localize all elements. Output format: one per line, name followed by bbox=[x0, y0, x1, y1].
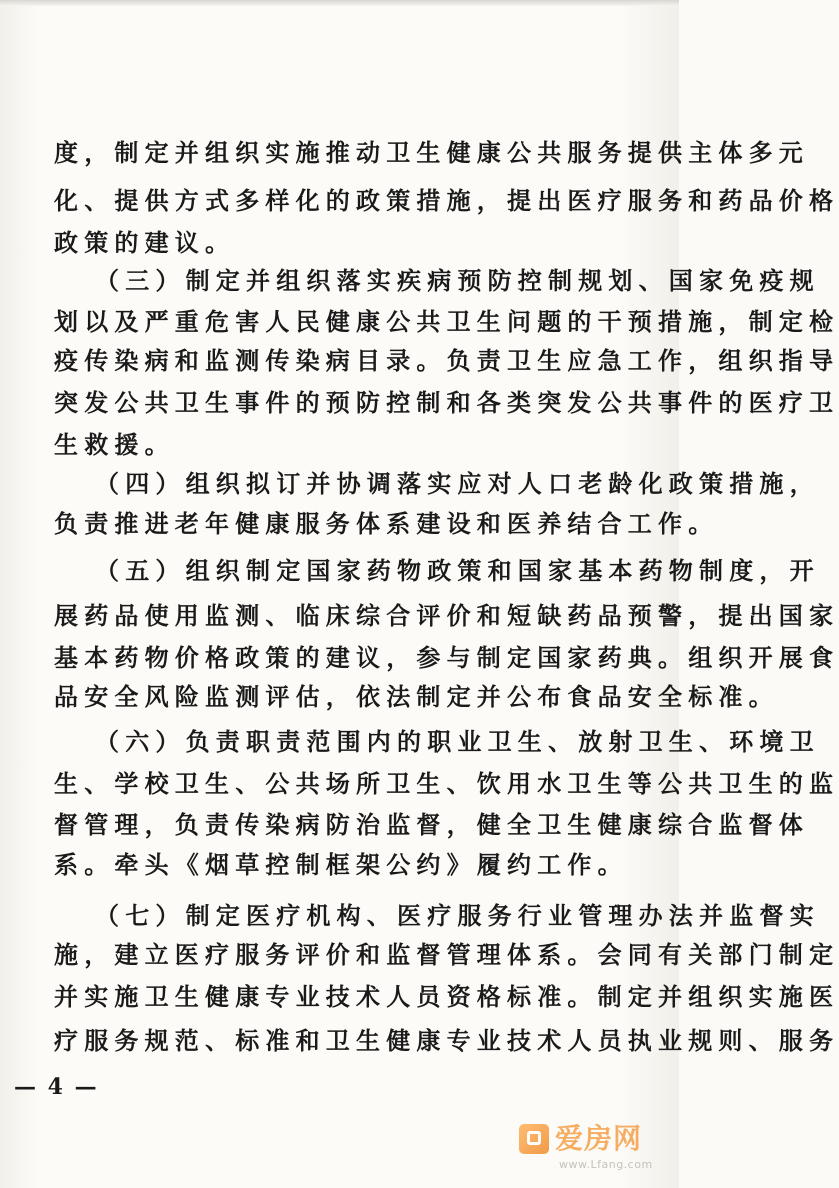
paragraph-5-start: （五）组织制定国家药物政策和国家基本药物制度，开 bbox=[95, 556, 820, 585]
text-line: 政策的建议。 bbox=[54, 228, 236, 257]
site-watermark bbox=[519, 1122, 669, 1178]
watermark-logo-icon bbox=[519, 1124, 549, 1154]
text-line: 负责推进老年健康服务体系建设和医养结合工作。 bbox=[54, 509, 719, 538]
paragraph-3-start: （三）制定并组织落实疾病预防控制规划、国家免疫规 bbox=[95, 266, 820, 295]
text-line: 施，建立医疗服务评价和监督管理体系。会同有关部门制定 bbox=[54, 940, 839, 969]
text-line: 疫传染病和监测传染病目录。负责卫生应急工作，组织指导 bbox=[54, 346, 839, 375]
paragraph-6-start: （六）负责职责范围内的职业卫生、放射卫生、环境卫 bbox=[95, 727, 820, 756]
text-line: 并实施卫生健康专业技术人员资格标准。制定并组织实施医 bbox=[54, 982, 839, 1011]
text-line: 系。牵头《烟草控制框架公约》履约工作。 bbox=[54, 850, 628, 879]
paragraph-7-start: （七）制定医疗机构、医疗服务行业管理办法并监督实 bbox=[95, 901, 820, 930]
text-line: 划以及严重危害人民健康公共卫生问题的干预措施，制定检 bbox=[54, 307, 839, 336]
paragraph-4-start: （四）组织拟订并协调落实应对人口老龄化政策措施， bbox=[95, 469, 820, 498]
page-top-edge bbox=[0, 0, 679, 6]
text-line: 度，制定并组织实施推动卫生健康公共服务提供主体多元 bbox=[54, 138, 809, 167]
text-line: 化、提供方式多样化的政策措施，提出医疗服务和药品价格 bbox=[54, 186, 839, 215]
watermark-brand: 爱房网 bbox=[555, 1122, 643, 1155]
text-line: 疗服务规范、标准和卫生健康专业技术人员执业规则、服务 bbox=[54, 1026, 839, 1055]
text-line: 展药品使用监测、临床综合评价和短缺药品预警，提出国家 bbox=[54, 601, 839, 630]
text-line: 突发公共卫生事件的预防控制和各类突发公共事件的医疗卫 bbox=[54, 388, 839, 417]
watermark-url: www.Lfang.com bbox=[559, 1158, 653, 1171]
text-line: 品安全风险监测评估，依法制定并公布食品安全标准。 bbox=[54, 682, 779, 711]
text-line: 基本药物价格政策的建议，参与制定国家药典。组织开展食 bbox=[54, 643, 839, 672]
text-line: 生救援。 bbox=[54, 430, 175, 459]
page-number: — 4 — bbox=[14, 1074, 99, 1100]
text-line: 生、学校卫生、公共场所卫生、饮用水卫生等公共卫生的监 bbox=[54, 769, 839, 798]
text-line: 督管理，负责传染病防治监督，健全卫生健康综合监督体 bbox=[54, 810, 809, 839]
